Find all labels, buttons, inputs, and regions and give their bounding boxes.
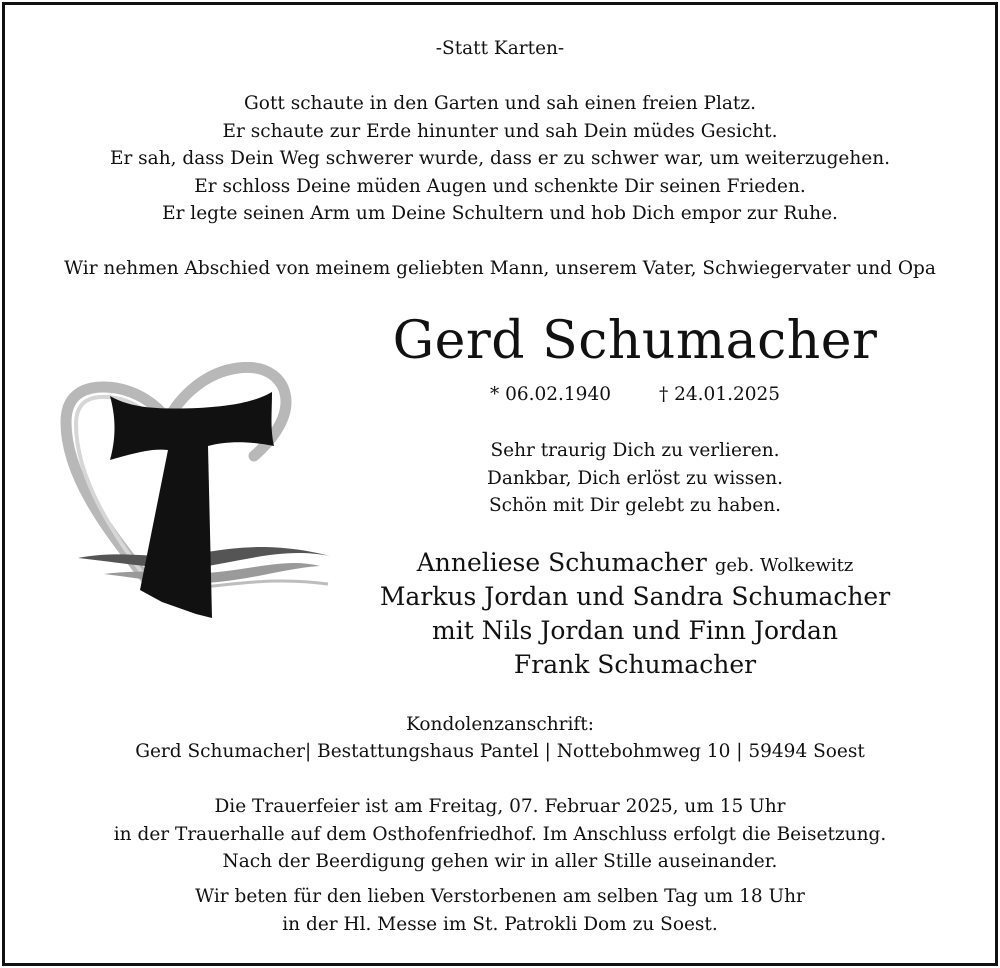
mass-line: Wir beten für den lieben Verstorbenen am selben Tag um 18 Uhr xyxy=(195,886,805,907)
deceased-name: Gerd Schumacher xyxy=(392,311,878,371)
spouse-name: Anneliese Schumacher xyxy=(416,548,707,577)
poem-line: Er sah, dass Dein Weg schwerer wurde, dass er zu schwer war, um weiterzugehen. xyxy=(109,148,891,169)
condolence-label: Kondolenzanschrift: xyxy=(406,714,594,735)
verse-line: Sehr traurig Dich zu verlieren. xyxy=(490,440,780,461)
condolence-address: Gerd Schumacher| Bestattungshaus Pantel | Nottebohmweg 10 | 59494 Soest xyxy=(135,741,865,762)
family-line: mit Nils Jordan und Finn Jordan xyxy=(432,616,838,645)
family-line: Markus Jordan und Sandra Schumacher xyxy=(379,582,891,611)
death-date: † 24.01.2025 xyxy=(659,384,781,405)
funeral-line: in der Trauerhalle auf dem Osthofenfriedhof. Im Anschluss erfolgt die Beisetzung. xyxy=(113,823,887,845)
verse-line: Schön mit Dir gelebt zu haben. xyxy=(488,495,782,516)
family-line: Frank Schumacher xyxy=(513,650,757,679)
mass-line: in der Hl. Messe im St. Patrokli Dom zu Soest. xyxy=(282,913,718,935)
verse-line: Dankbar, Dich erlöst zu wissen. xyxy=(486,467,784,489)
maiden-name: geb. Wolkewitz xyxy=(714,555,854,576)
life-dates xyxy=(280,381,990,409)
farewell-text: Wir nehmen Abschied von meinem geliebten Mann, unserem Vater, Schwiegervater und Opa xyxy=(64,258,936,279)
birth-date: * 06.02.1940 xyxy=(489,384,611,405)
family-line xyxy=(280,546,990,583)
poem-line: Er schloss Deine müden Augen und schenkte Dir seinen Frieden. xyxy=(194,175,806,197)
poem-line: Er legte seinen Arm um Deine Schultern und hob Dich empor zur Ruhe. xyxy=(162,203,838,224)
poem-line: Gott schaute in den Garten und sah einen freien Platz. xyxy=(244,93,756,114)
funeral-line: Nach der Beerdigung gehen wir in aller Stille auseinander. xyxy=(222,851,778,872)
poem-line: Er schaute zur Erde hinunter und sah Dein müdes Gesicht. xyxy=(222,120,778,142)
funeral-line: Die Trauerfeier ist am Freitag, 07. Februar 2025, um 15 Uhr xyxy=(214,796,786,817)
header-text: -Statt Karten- xyxy=(435,38,565,59)
